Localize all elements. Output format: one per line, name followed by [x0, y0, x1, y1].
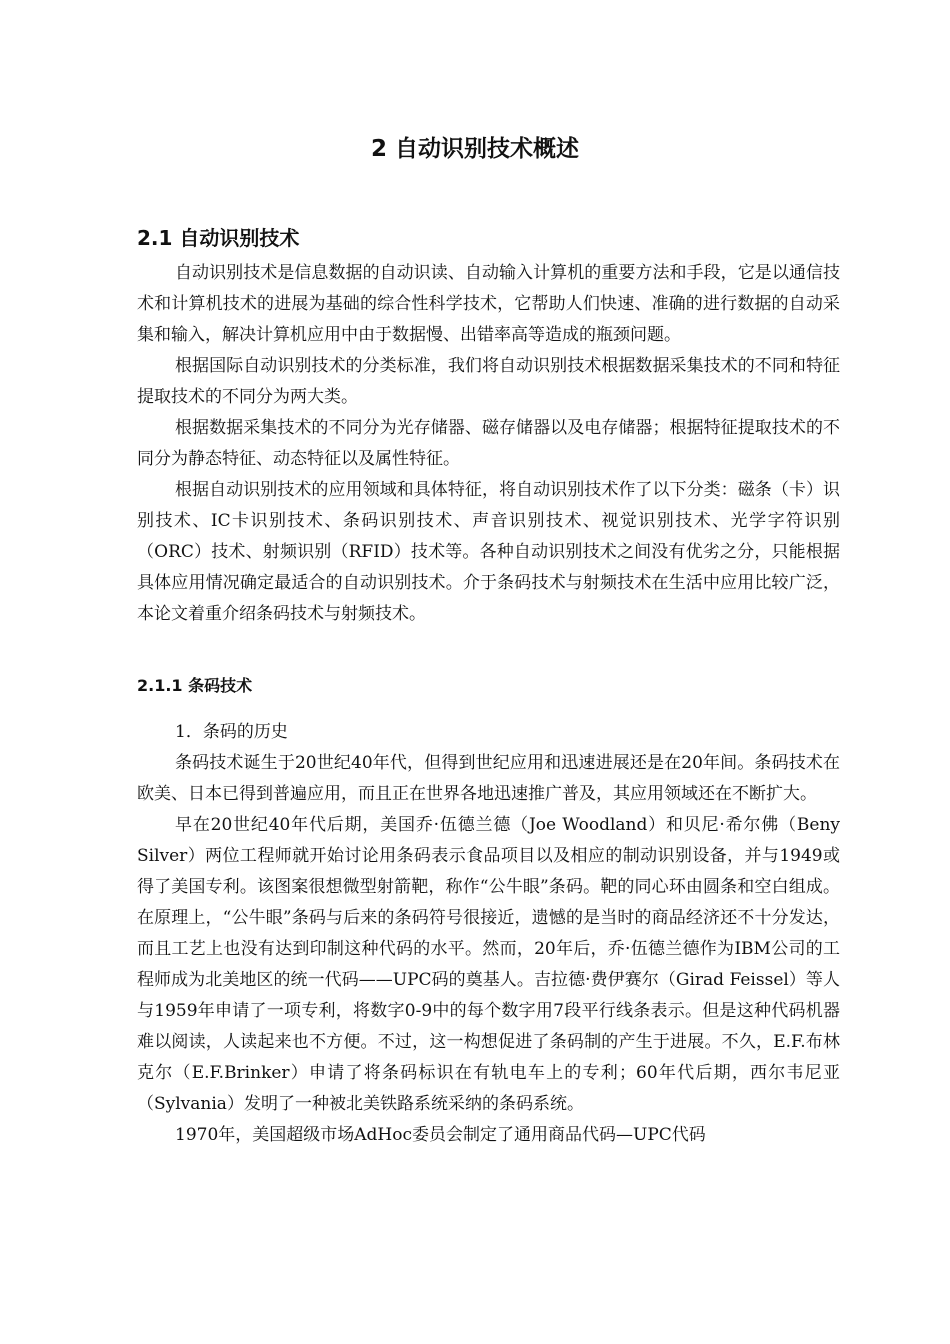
paragraph: 早在20世纪40年代后期，美国乔·伍德兰德（Joe Woodland）和贝尼·希尔佛（Beny Silver）两位工程师就开始讨论用条码表示食品项目以及相应的制动识别设备，并与1949或得了美国专利。该图案很想微型射箭靶，称作“公牛眼”条码。靶的同心环由圆条和空白组成。在原理上，“公牛眼”条码与后来的条码符号很接近，遗憾的是当时的商品经济还不十分发达，而且工艺上也没有达到印制这种代码的水平。然而，20年后，乔·伍德兰德作为IBM公司的工程师成为北美地区的统一代码——UPC码的奠基人。吉拉德·费伊赛尔（Girad Feissel）等人与1959年申请了一项专利，将数字0-9中的每个数字用7段平行线条表示。但是这种代码机器难以阅读，人读起来也不方便。不过，这一构想促进了条码制的产生于进展。不久，E.F.布林克尔（E.F.Brinker）申请了将条码标识在有轨电车上的专利；60年代后期，西尔韦尼亚（Sylvania）发明了一种被北美铁路系统采纳的条码系统。 [137, 815, 840, 1114]
paragraph: 根据国际自动识别技术的分类标准，我们将自动识别技术根据数据采集技术的不同和特征提取技术的不同分为两大类。 [137, 356, 840, 407]
paragraph: 根据自动识别技术的应用领域和具体特征，将自动识别技术作了以下分类：磁条（卡）识别技术、IC卡识别技术、条码识别技术、声音识别技术、视觉识别技术、光学字符识别（ORC）技术、射频识别（RFID）技术等。各种自动识别技术之间没有优劣之分，只能根据具体应用情况确定最适合的自动识别技术。介于条码技术与射频技术在生活中应用比较广泛，本论文着重介绍条码技术与射频技术。 [137, 480, 840, 624]
list-label: 1．条码的历史 [175, 722, 288, 742]
subsection-body [137, 717, 840, 1151]
subsection-heading: 2.1.1 条码技术 [137, 676, 253, 695]
paragraph: 1970年，美国超级市场AdHoc委员会制定了通用商品代码—UPC代码 [175, 1125, 706, 1145]
paragraph: 自动识别技术是信息数据的自动识读、自动输入计算机的重要方法和手段，它是以通信技术和计算机技术的进展为基础的综合性科学技术，它帮助人们快速、准确的进行数据的自动采集和输入，解决计算机应用中由于数据慢、出错率高等造成的瓶颈问题。 [137, 263, 840, 345]
paragraph: 根据数据采集技术的不同分为光存储器、磁存储器以及电存储器；根据特征提取技术的不同分为静态特征、动态特征以及属性特征。 [137, 418, 840, 469]
paragraph: 条码技术诞生于20世纪40年代，但得到世纪应用和迅速进展还是在20年间。条码技术在欧美、日本已得到普遍应用，而且正在世界各地迅速推广普及，其应用领域还在不断扩大。 [137, 753, 840, 804]
section-body [137, 258, 840, 630]
chapter-title: 2 自动识别技术概述 [370, 136, 579, 162]
section-heading: 2.1 自动识别技术 [137, 226, 300, 250]
